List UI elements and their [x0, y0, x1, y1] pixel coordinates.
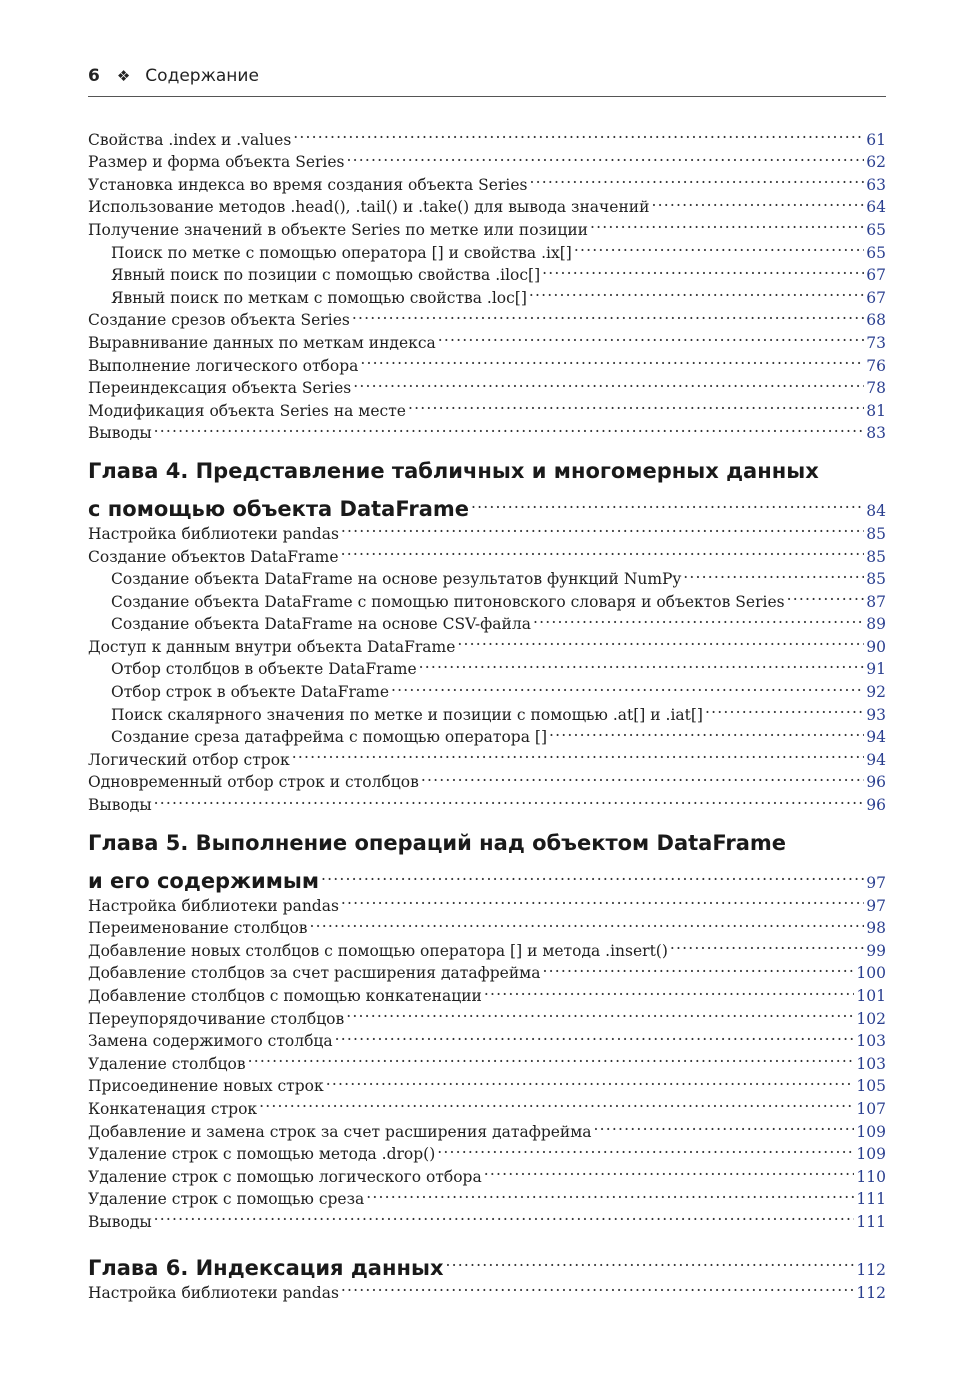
entry-page-number[interactable]: 110	[856, 1167, 886, 1186]
toc-entry[interactable]	[88, 1204, 886, 1231]
dot-leader	[310, 911, 865, 934]
entry-page-number[interactable]: 92	[866, 683, 886, 702]
entry-title: Отбор строк в объекте DataFrame	[111, 683, 390, 702]
dot-leader	[360, 348, 864, 371]
entry-page-number[interactable]: 62	[866, 153, 886, 172]
dot-leader	[248, 1046, 855, 1069]
entry-title: Переупорядочивание столбцов	[88, 1009, 345, 1028]
dot-leader	[321, 858, 864, 888]
chapter-entry[interactable]	[88, 858, 886, 894]
entry-page-number[interactable]: 103	[856, 1032, 886, 1051]
entry-title: Присоединение новых строк	[88, 1077, 324, 1096]
dot-leader	[341, 516, 864, 539]
entry-page-number[interactable]: 105	[856, 1077, 886, 1096]
entry-page-number[interactable]: 76	[866, 356, 886, 375]
entry-page-number[interactable]: 98	[866, 919, 886, 938]
entry-page-number[interactable]: 111	[856, 1212, 886, 1231]
entry-title: Удаление строк с помощью среза	[88, 1190, 365, 1209]
chapter-page-number[interactable]: 112	[856, 1260, 886, 1279]
chapter-title-line2: Глава 6. Индексация данных	[88, 1255, 444, 1280]
entry-title: Поиск по метке с помощью оператора [] и свойства .ix[]	[111, 243, 572, 262]
entry-title: Поиск скалярного значения по метке и позиции с помощью .at[] и .iat[]	[111, 705, 703, 724]
dot-leader	[154, 1204, 855, 1227]
chapter-heading	[88, 1245, 886, 1280]
header-title: Содержание	[145, 66, 259, 86]
entry-page-number[interactable]: 107	[856, 1099, 886, 1118]
entry-title: Доступ к данным внутри объекта DataFrame	[88, 637, 456, 656]
entry-page-number[interactable]: 61	[866, 130, 886, 149]
dot-leader	[437, 1137, 854, 1160]
entry-title: Создание объектов DataFrame	[88, 547, 339, 566]
dot-leader	[292, 742, 865, 765]
entry-title: Переименование столбцов	[88, 919, 308, 938]
entry-page-number[interactable]: 67	[866, 266, 886, 285]
entry-page-number[interactable]: 102	[856, 1009, 886, 1028]
entry-title: Выводы	[88, 1212, 152, 1231]
dot-leader	[421, 765, 864, 788]
dot-leader	[484, 978, 855, 1001]
entry-title: Добавление и замена строк за счет расширения датафрейма	[88, 1122, 592, 1141]
entry-page-number[interactable]: 73	[866, 333, 886, 352]
chapter-page-number[interactable]: 97	[866, 874, 886, 893]
entry-title: Одновременный отбор строк и столбцов	[88, 773, 419, 792]
entry-page-number[interactable]: 85	[866, 570, 886, 589]
entry-title: Добавление столбцов с помощью конкатенации	[88, 987, 482, 1005]
entry-title: Установка индекса во время создания объекта Series	[88, 175, 528, 194]
entry-page-number[interactable]: 91	[866, 660, 886, 679]
entry-page-number[interactable]: 103	[856, 1054, 886, 1073]
table-of-contents	[88, 122, 886, 1302]
chapter-entry[interactable]	[88, 486, 886, 522]
entry-title: Настройка библиотеки pandas	[88, 524, 339, 543]
entry-title: Настройка библиотеки pandas	[88, 1283, 339, 1302]
dot-leader	[259, 1091, 854, 1114]
entry-page-number[interactable]: 90	[866, 637, 886, 656]
entry-title: Логический отбор строк	[88, 750, 290, 769]
dot-leader	[341, 539, 865, 562]
entry-title: Выводы	[88, 424, 152, 443]
dot-leader	[353, 371, 864, 394]
ornament-icon: ❖	[116, 67, 131, 85]
entry-title: Создание среза датафрейма с помощью оператора []	[111, 728, 547, 747]
dot-leader	[542, 956, 854, 979]
entry-page-number[interactable]: 63	[866, 175, 886, 194]
entry-title: Замена содержимого столбца	[88, 1032, 333, 1051]
entry-title: Использование методов .head(), .tail() и .take() для вывода значений	[88, 198, 650, 217]
dot-leader	[346, 145, 864, 168]
entry-page-number[interactable]: 109	[856, 1145, 886, 1164]
entry-page-number[interactable]: 111	[856, 1190, 886, 1209]
entry-page-number[interactable]: 81	[866, 401, 886, 420]
dot-leader	[408, 393, 864, 416]
entry-page-number[interactable]: 93	[866, 705, 886, 724]
dot-leader	[419, 652, 865, 675]
dot-leader	[651, 190, 864, 213]
dot-leader	[549, 720, 864, 743]
entry-title: Явный поиск по позиции с помощью свойства .iloc[]	[111, 266, 541, 285]
entry-title: Отбор столбцов в объекте DataFrame	[111, 660, 417, 679]
chapter-title-line2: и его содержимым	[88, 869, 320, 894]
entry-page-number[interactable]: 68	[866, 311, 886, 330]
entry-title: Удаление строк с помощью логического отбора	[88, 1167, 482, 1186]
toc-entry[interactable]	[88, 416, 886, 443]
dot-leader	[457, 629, 864, 652]
dot-leader	[341, 888, 864, 911]
chapter-title-line1: Глава 5. Выполнение операций над объектом DataFrame	[88, 831, 786, 856]
entry-title: Создание срезов объекта Series	[88, 311, 350, 330]
dot-leader	[670, 933, 864, 956]
dot-leader	[352, 303, 864, 326]
entry-page-number[interactable]: 97	[866, 896, 886, 915]
entry-page-number[interactable]: 85	[866, 524, 886, 543]
entry-title: Настройка библиотеки pandas	[88, 896, 339, 915]
dot-leader	[484, 1159, 855, 1182]
dot-leader	[154, 416, 865, 439]
entry-page-number[interactable]: 64	[866, 198, 886, 217]
dot-leader	[787, 584, 865, 607]
dot-leader	[529, 280, 864, 303]
entry-page-number[interactable]: 89	[866, 615, 886, 634]
entry-title: Создание объекта DataFrame на основе результатов функций NumPy	[111, 570, 682, 589]
entry-page-number[interactable]: 100	[856, 964, 886, 983]
entry-title: Создание объекта DataFrame с помощью питоновского словаря и объектов Series	[111, 592, 785, 611]
entry-page-number[interactable]: 96	[866, 796, 886, 815]
entry-title: Выравнивание данных по меткам индекса	[88, 333, 436, 352]
entry-page-number[interactable]: 101	[856, 987, 886, 1005]
dot-leader	[683, 562, 864, 585]
running-header	[88, 66, 886, 97]
entry-page-number[interactable]: 67	[866, 288, 886, 307]
entry-page-number[interactable]: 78	[866, 379, 886, 398]
entry-title: Модификация объекта Series на месте	[88, 401, 406, 420]
entry-page-number[interactable]: 94	[866, 750, 886, 769]
toc-entry[interactable]	[88, 122, 886, 149]
toc-page	[88, 66, 886, 1302]
dot-leader	[471, 486, 864, 516]
entry-title: Выполнение логического отбора	[88, 356, 359, 375]
chapter-entry[interactable]	[88, 1245, 886, 1280]
dot-leader	[533, 607, 864, 630]
chapter-title-line2: с помощью объекта DataFrame	[88, 497, 469, 522]
entry-page-number[interactable]: 65	[866, 220, 886, 239]
dot-leader	[705, 697, 864, 720]
dot-leader	[574, 235, 864, 258]
entry-page-number[interactable]: 94	[866, 728, 886, 747]
entry-title: Удаление строк с помощью метода .drop()	[88, 1145, 436, 1164]
dot-leader	[335, 1024, 855, 1047]
entry-page-number[interactable]: 96	[866, 773, 886, 792]
toc-entry[interactable]	[88, 787, 886, 815]
dot-leader	[341, 1275, 854, 1298]
entry-page-number[interactable]: 87	[866, 592, 886, 611]
dot-leader	[594, 1114, 855, 1137]
entry-title: Создание объекта DataFrame на основе CSV-файла	[111, 615, 531, 634]
dot-leader	[346, 1001, 854, 1024]
entry-title: Переиндексация объекта Series	[88, 379, 352, 398]
dot-leader	[366, 1182, 854, 1205]
entry-title: Получение значений в объекте Series по метке или позиции	[88, 220, 588, 239]
dot-leader	[293, 122, 864, 145]
chapter-page-number[interactable]: 84	[866, 502, 886, 521]
dot-leader	[154, 787, 865, 810]
entry-title: Добавление столбцов за счет расширения датафрейма	[88, 964, 541, 983]
dot-leader	[391, 674, 864, 697]
dot-leader	[529, 167, 864, 190]
chapter-heading	[88, 456, 886, 522]
entry-title: Удаление столбцов	[88, 1054, 246, 1073]
chapter-title-line1: Глава 4. Представление табличных и многомерных данных	[88, 459, 819, 484]
chapter-heading	[88, 828, 886, 894]
entry-page-number[interactable]: 109	[856, 1122, 886, 1141]
dot-leader	[446, 1245, 855, 1275]
entry-title: Явный поиск по меткам с помощью свойства .loc[]	[111, 288, 527, 307]
entry-title: Выводы	[88, 796, 152, 815]
entry-title: Добавление новых столбцов с помощью оператора [] и метода .insert()	[88, 941, 668, 960]
dot-leader	[542, 258, 864, 281]
entry-page-number[interactable]: 83	[866, 424, 886, 443]
entry-page-number[interactable]: 65	[866, 243, 886, 262]
dot-leader	[438, 325, 865, 348]
entry-title: Размер и форма объекта Series	[88, 153, 345, 172]
entry-page-number[interactable]: 85	[866, 547, 886, 566]
dot-leader	[590, 212, 864, 235]
dot-leader	[326, 1069, 855, 1092]
entry-page-number[interactable]: 112	[856, 1283, 886, 1302]
entry-page-number[interactable]: 99	[866, 941, 886, 960]
entry-title: Свойства .index и .values	[88, 130, 292, 149]
page-number: 6	[88, 66, 100, 86]
entry-title: Конкатенация строк	[88, 1099, 258, 1118]
